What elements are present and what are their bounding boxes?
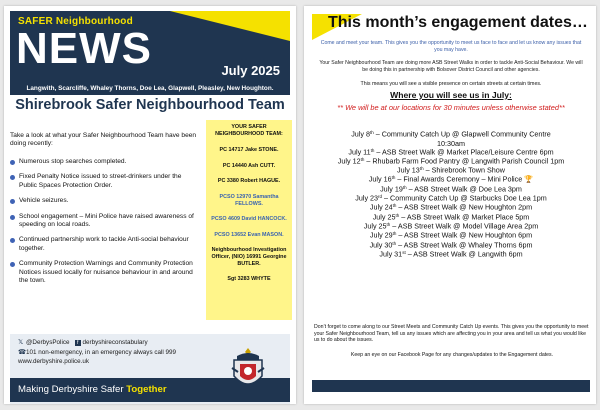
- activity-item: School engagement – Mini Police have raised awareness of speeding on local roads.: [10, 213, 200, 230]
- event-day: July 13: [397, 165, 420, 175]
- x-logo-icon: 𝕏: [18, 339, 24, 346]
- event-item: [314, 211, 588, 220]
- event-item: [314, 128, 588, 146]
- coverage-areas: Langwith, Scarcliffe, Whaley Thorns, Doe Lea, Glapwell, Pleasley, New Houghton.: [26, 85, 274, 92]
- slogan-highlight: Together: [126, 384, 167, 395]
- event-day-suffix: th: [392, 231, 397, 237]
- events-footer-text: Don’t forget to come along to our Street Meets and Community Catch Up events. This gives you the opportunity to meet your Safer Neighbourhood Team, tell us any issues which are affecting you in your area and tell us what you would like us to do about the issues.: [314, 324, 589, 344]
- newsletter-front-page: [4, 6, 296, 404]
- event-day-suffix: th: [360, 156, 365, 162]
- masthead-title: NEWS: [16, 24, 152, 73]
- duration-note: ** We will be at our locations for 30 minutes unless otherwise stated**: [337, 103, 565, 112]
- engagement-title: This month’s engagement dates…: [328, 14, 588, 31]
- trophy-icon: 🏆: [524, 174, 534, 184]
- event-item: [314, 220, 588, 229]
- event-item: [314, 229, 588, 238]
- event-description: – Final Awards Ceremony – Mini Police: [395, 174, 523, 184]
- event-day-suffix: th: [386, 221, 391, 227]
- social-line: [18, 339, 148, 346]
- event-description: – ASB Street Walk @ Doe Lea 3pm: [406, 184, 522, 194]
- event-day-suffix: th: [395, 212, 400, 218]
- phone-text: 101 non-emergency, in an emergency always call 999: [26, 349, 177, 356]
- where-heading: Where you will see us in July:: [390, 90, 512, 100]
- event-description: – Shirebrook Town Show: [423, 165, 505, 175]
- event-description: – Rhubarb Farm Food Pantry @ Langwith Parish Council 1pm: [364, 156, 565, 166]
- event-day: July 29: [369, 230, 393, 240]
- event-day: July 16: [368, 174, 392, 184]
- facebook-note: Keep an eye on our Facebook Page for any changes/updates to the Engagement dates.: [350, 352, 554, 358]
- intro-text: Take a look at what your Safer Neighbourhood Team have been doing recently:: [10, 132, 197, 148]
- event-day: July 25: [372, 212, 396, 222]
- activity-item: Continued partnership work to tackle Anti-social behaviour together.: [10, 236, 200, 253]
- event-item: [314, 146, 588, 155]
- engagement-intro-blue: Come and meet your team. This gives you the opportunity to meet us face to face and let us know any issues that you may have.: [320, 40, 582, 53]
- event-day: July 24: [369, 202, 393, 212]
- events-list: [314, 128, 588, 257]
- event-item: [314, 239, 588, 248]
- slogan-prefix: Making Derbyshire Safer: [18, 384, 124, 395]
- team-member: PCSO 13652 Evan MASON.: [214, 231, 284, 238]
- website-link[interactable]: www.derbyshire.police.uk: [18, 358, 90, 365]
- event-day-suffix: th: [392, 240, 397, 246]
- event-description: – ASB Street Walk @ Langwith 6pm: [405, 249, 523, 259]
- event-description: – ASB Street Walk @ New Houghton 2pm: [396, 202, 533, 212]
- event-day-suffix: th: [392, 203, 397, 209]
- event-day-suffix: th: [402, 184, 407, 190]
- team-title: Shirebrook Safer Neighbourhood Team: [15, 97, 285, 113]
- team-member: PCSO 12970 Samantha FELLOWS.: [219, 193, 279, 207]
- event-description: – Community Catch Up @ Glapwell Community Centre: [373, 129, 551, 139]
- issue-date: July 2025: [221, 63, 280, 78]
- event-day-suffix: rd: [378, 194, 383, 200]
- event-day-suffix: th: [419, 166, 424, 172]
- activity-item: Community Protection Warnings and Community Protection Notices issued locally for nuisance behaviour in and around the town.: [10, 260, 200, 285]
- activity-item: Vehicle seizures.: [10, 197, 200, 205]
- event-day: July 12: [337, 156, 361, 166]
- event-item: [314, 192, 588, 201]
- event-day-suffix: st: [402, 249, 406, 255]
- facebook-icon: f: [75, 340, 81, 346]
- event-item: [314, 248, 588, 257]
- masthead: [10, 11, 290, 95]
- event-day: July 11: [348, 147, 371, 157]
- event-item: [314, 183, 588, 192]
- event-day: July 23: [355, 193, 379, 203]
- event-description: – ASB Street Walk @ Whaley Thorns 6pm: [396, 240, 533, 250]
- slogan: [18, 384, 167, 395]
- event-description: – ASB Street Walk @ Market Place 5pm: [399, 212, 530, 222]
- activity-item: Fixed Penalty Notice issued to street-drinkers under the Public Spaces Protection Order.: [10, 173, 200, 190]
- event-item: [314, 164, 588, 173]
- website-line: [18, 358, 89, 365]
- phone-line: [18, 349, 176, 356]
- page-footer-bar: [312, 380, 590, 392]
- team-member: Neighbourhood Investigation Officer, (NIO) 16991 Georgine BUTLER.: [211, 247, 287, 267]
- team-member: Sgt 3283 WHYTE: [227, 276, 271, 283]
- event-time: 10:30am: [437, 138, 465, 148]
- event-description: – Community Catch Up @ Starbucks Doe Lea 1pm: [382, 193, 547, 203]
- facebook-handle[interactable]: derbyshireconstabulary: [82, 339, 148, 346]
- visible-presence-text: This means you will see a visible presence on certain streets at certain times.: [360, 81, 542, 87]
- masthead-kicker: SAFER Neighbourhood: [18, 16, 133, 27]
- event-day: July 30: [369, 240, 393, 250]
- team-member: PC 3380 Robert HAGUE.: [217, 178, 281, 185]
- team-box-heading: YOUR SAFER NEIGHBOURHOOD TEAM:: [215, 124, 283, 137]
- team-members-box: [206, 120, 292, 320]
- engagement-intro: Your Safer Neighbourhood Team are doing more ASB Street Walks in order to tackle Anti-Social Behaviour. We will be doing this in partnership with Bolsover District Council and other agencies.: [319, 60, 583, 73]
- event-description: – ASB Street Walk @ Market Place/Leisure Centre 6pm: [374, 147, 554, 157]
- event-day-suffix: th: [391, 175, 396, 181]
- event-day: July 8: [351, 129, 370, 139]
- team-member: PCSO 4609 David HANCOCK.: [211, 216, 287, 223]
- event-day-suffix: th: [370, 147, 375, 153]
- masthead-yellow-corner: [170, 11, 290, 41]
- event-day-suffix: th: [369, 130, 374, 135]
- event-description: – ASB Street Walk @ Model Village Area 2pm: [390, 221, 539, 231]
- event-day: July 19: [380, 184, 403, 194]
- activity-list: [10, 158, 200, 292]
- activity-item: Numerous stop searches completed.: [10, 158, 200, 166]
- phone-icon: ☎: [18, 349, 26, 356]
- police-crest-icon: [228, 346, 268, 394]
- event-day: July 25: [363, 221, 387, 231]
- event-description: – ASB Street Walk @ New Houghton 6pm: [396, 230, 533, 240]
- team-members-list: [209, 147, 289, 283]
- team-member: PC 14717 Jake STONE.: [219, 147, 279, 154]
- engagement-dates-page: [304, 6, 596, 404]
- twitter-handle[interactable]: @DerbysPolice: [26, 339, 70, 346]
- team-member: PC 14440 Ash CUTT.: [222, 162, 276, 169]
- event-day: July 31: [379, 249, 403, 259]
- event-item: [314, 155, 588, 164]
- event-item: [314, 173, 588, 182]
